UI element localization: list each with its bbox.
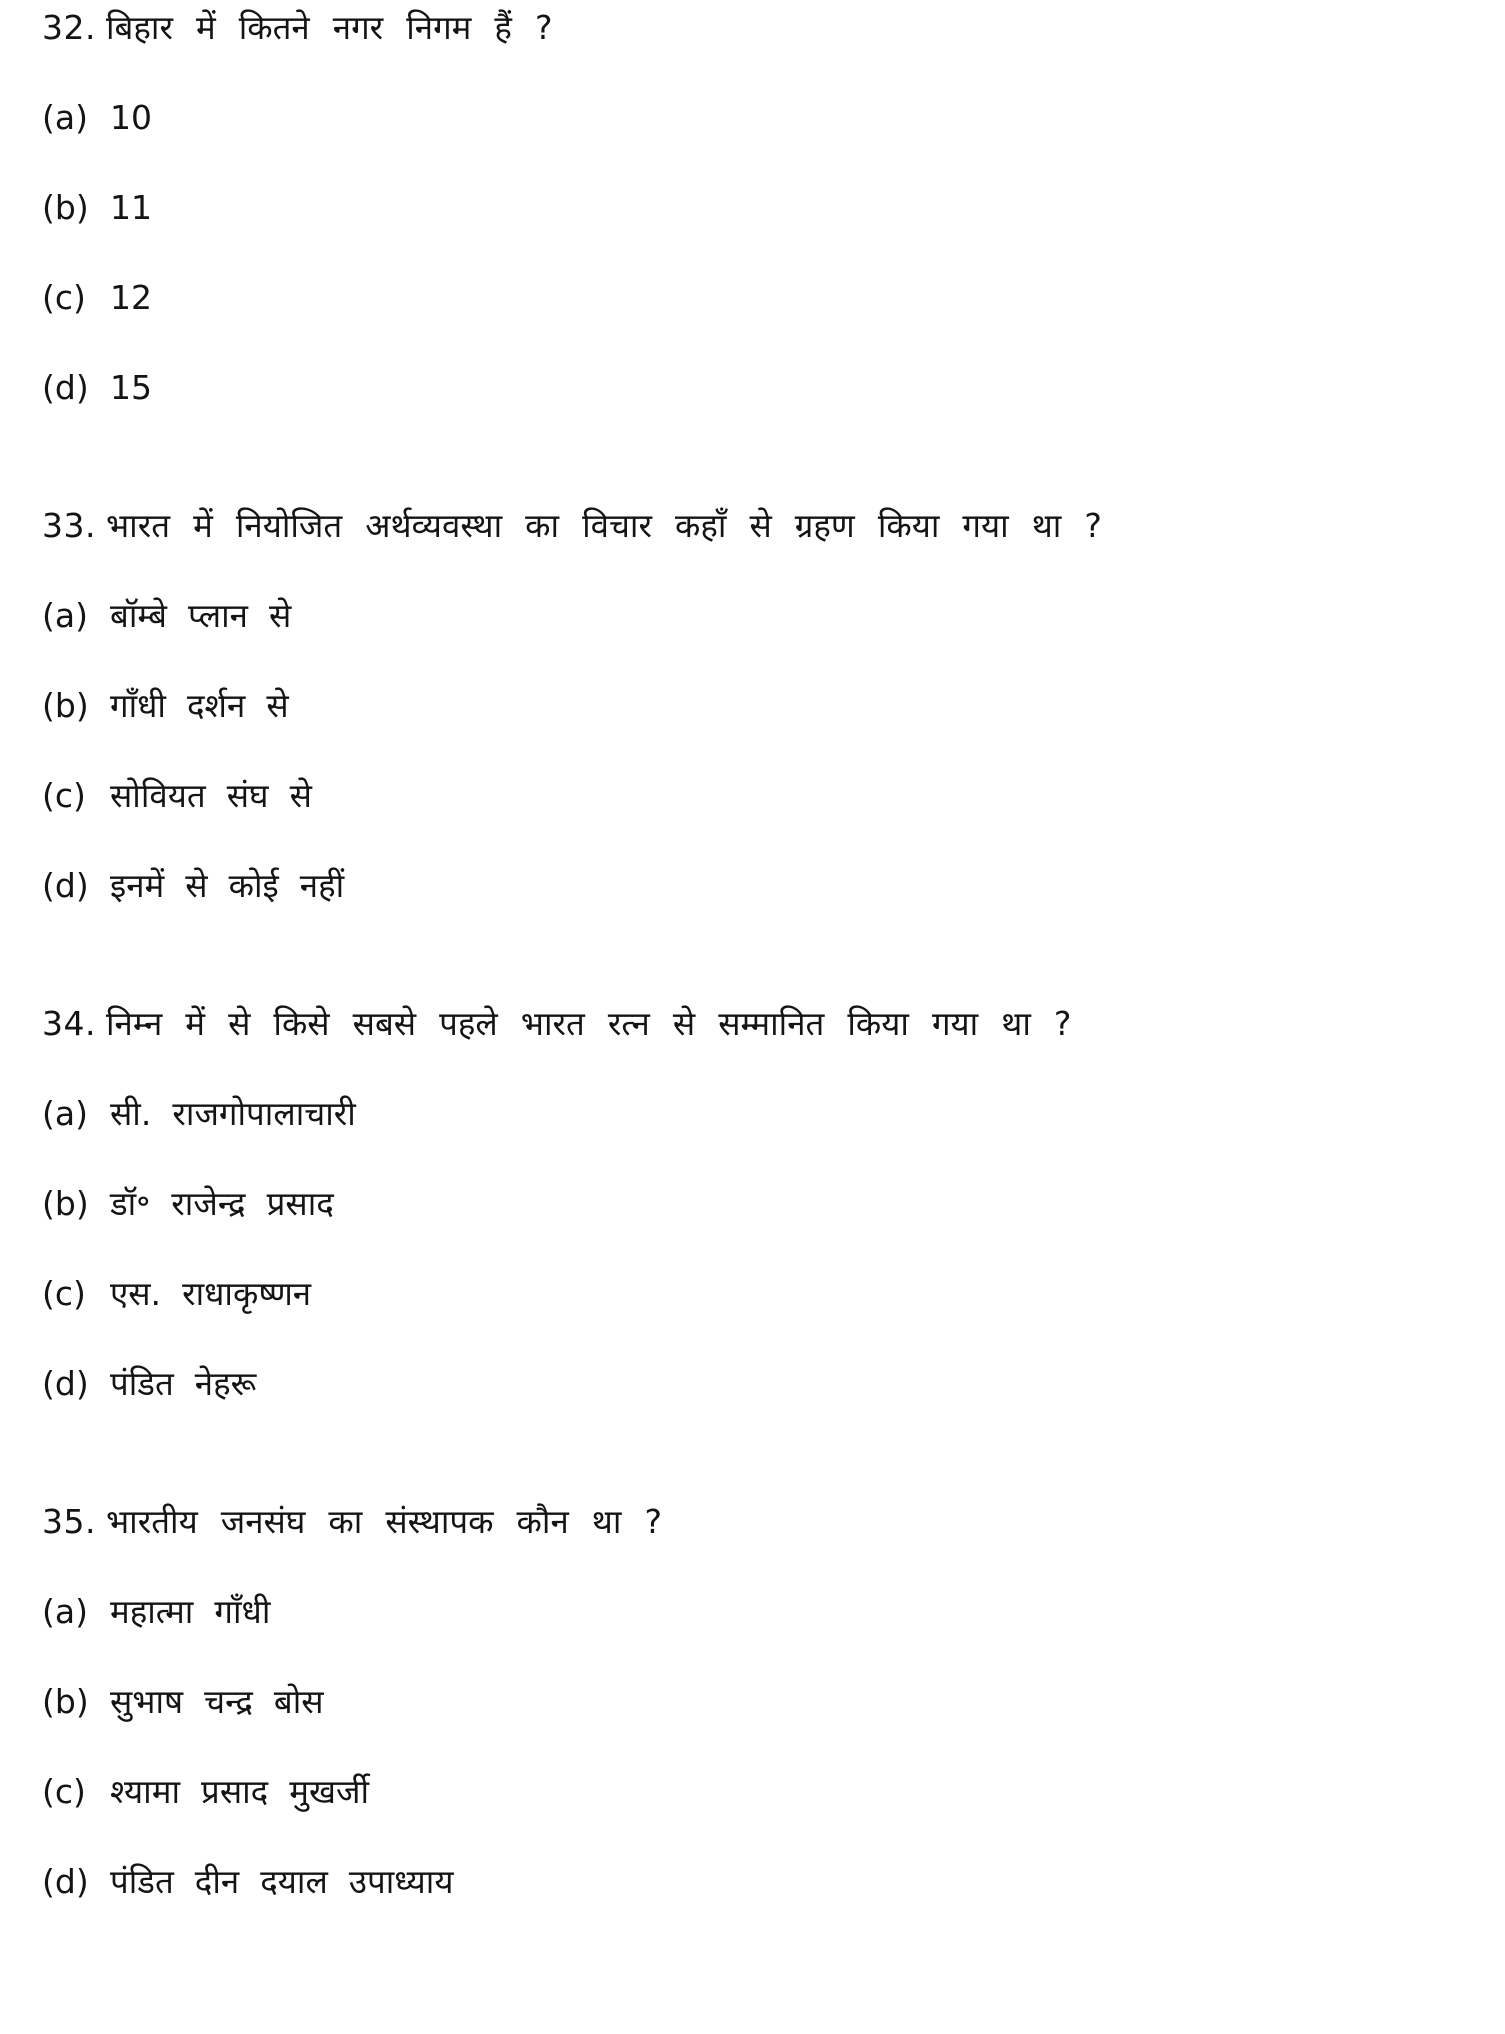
option-row (42, 1860, 1465, 1904)
option-text: पंडित दीन दयाल उपाध्याय (110, 1862, 454, 1901)
question-block-35 (42, 1500, 1465, 1904)
option-row (42, 1680, 1465, 1724)
option-row (42, 366, 1465, 410)
option-row (42, 684, 1465, 728)
question-number: 34. (42, 1004, 96, 1043)
question-block-34 (42, 1002, 1465, 1406)
option-text: एस. राधाकृष्णन (110, 1274, 312, 1313)
option-label: (c) (42, 776, 86, 815)
question-line (42, 1500, 1465, 1544)
question-text: भारतीय जनसंघ का संस्थापक कौन था ? (105, 1502, 662, 1541)
option-row (42, 1092, 1465, 1136)
option-label: (b) (42, 1682, 89, 1721)
option-label: (b) (42, 686, 89, 725)
option-label: (d) (42, 368, 89, 407)
question-block-32 (42, 6, 1465, 410)
option-label: (b) (42, 1184, 89, 1223)
option-text: गाँधी दर्शन से (110, 686, 289, 725)
option-row (42, 774, 1465, 818)
option-label: (a) (42, 1592, 88, 1631)
option-label: (d) (42, 866, 89, 905)
option-text: 15 (110, 368, 152, 407)
option-label: (d) (42, 1862, 89, 1901)
question-number: 32. (42, 8, 96, 47)
option-row (42, 276, 1465, 320)
option-label: (c) (42, 1274, 86, 1313)
option-text: डॉ॰ राजेन्द्र प्रसाद (110, 1184, 334, 1223)
option-label: (c) (42, 1772, 86, 1811)
option-text: 11 (110, 188, 152, 227)
option-text: महात्मा गाँधी (110, 1592, 271, 1631)
option-text: बॉम्बे प्लान से (110, 596, 292, 635)
question-line (42, 1002, 1465, 1046)
question-number: 33. (42, 506, 96, 545)
option-text: सोवियत संघ से (110, 776, 312, 815)
option-label: (b) (42, 188, 89, 227)
question-text: बिहार में कितने नगर निगम हैं ? (105, 8, 553, 47)
option-row (42, 1182, 1465, 1226)
question-number: 35. (42, 1502, 96, 1541)
option-label: (d) (42, 1364, 89, 1403)
option-row (42, 1272, 1465, 1316)
option-row (42, 1770, 1465, 1814)
option-text: 12 (110, 278, 152, 317)
option-text: श्यामा प्रसाद मुखर्जी (110, 1772, 370, 1811)
option-text: सी. राजगोपालाचारी (110, 1094, 356, 1133)
option-row (42, 594, 1465, 638)
option-text: इनमें से कोई नहीं (110, 866, 345, 905)
question-line (42, 504, 1465, 548)
option-label: (a) (42, 596, 88, 635)
option-row (42, 1362, 1465, 1406)
option-label: (a) (42, 98, 88, 137)
option-row (42, 1590, 1465, 1634)
question-line (42, 6, 1465, 50)
option-row (42, 186, 1465, 230)
question-text: भारत में नियोजित अर्थव्यवस्था का विचार कहाँ से ग्रहण किया गया था ? (105, 506, 1102, 545)
option-text: 10 (110, 98, 152, 137)
option-text: पंडित नेहरू (110, 1364, 257, 1403)
question-block-33 (42, 504, 1465, 908)
option-label: (c) (42, 278, 86, 317)
option-row (42, 864, 1465, 908)
question-text: निम्न में से किसे सबसे पहले भारत रत्न से सम्मानित किया गया था ? (105, 1004, 1072, 1043)
option-label: (a) (42, 1094, 88, 1133)
option-row (42, 96, 1465, 140)
option-text: सुभाष चन्द्र बोस (110, 1682, 324, 1721)
